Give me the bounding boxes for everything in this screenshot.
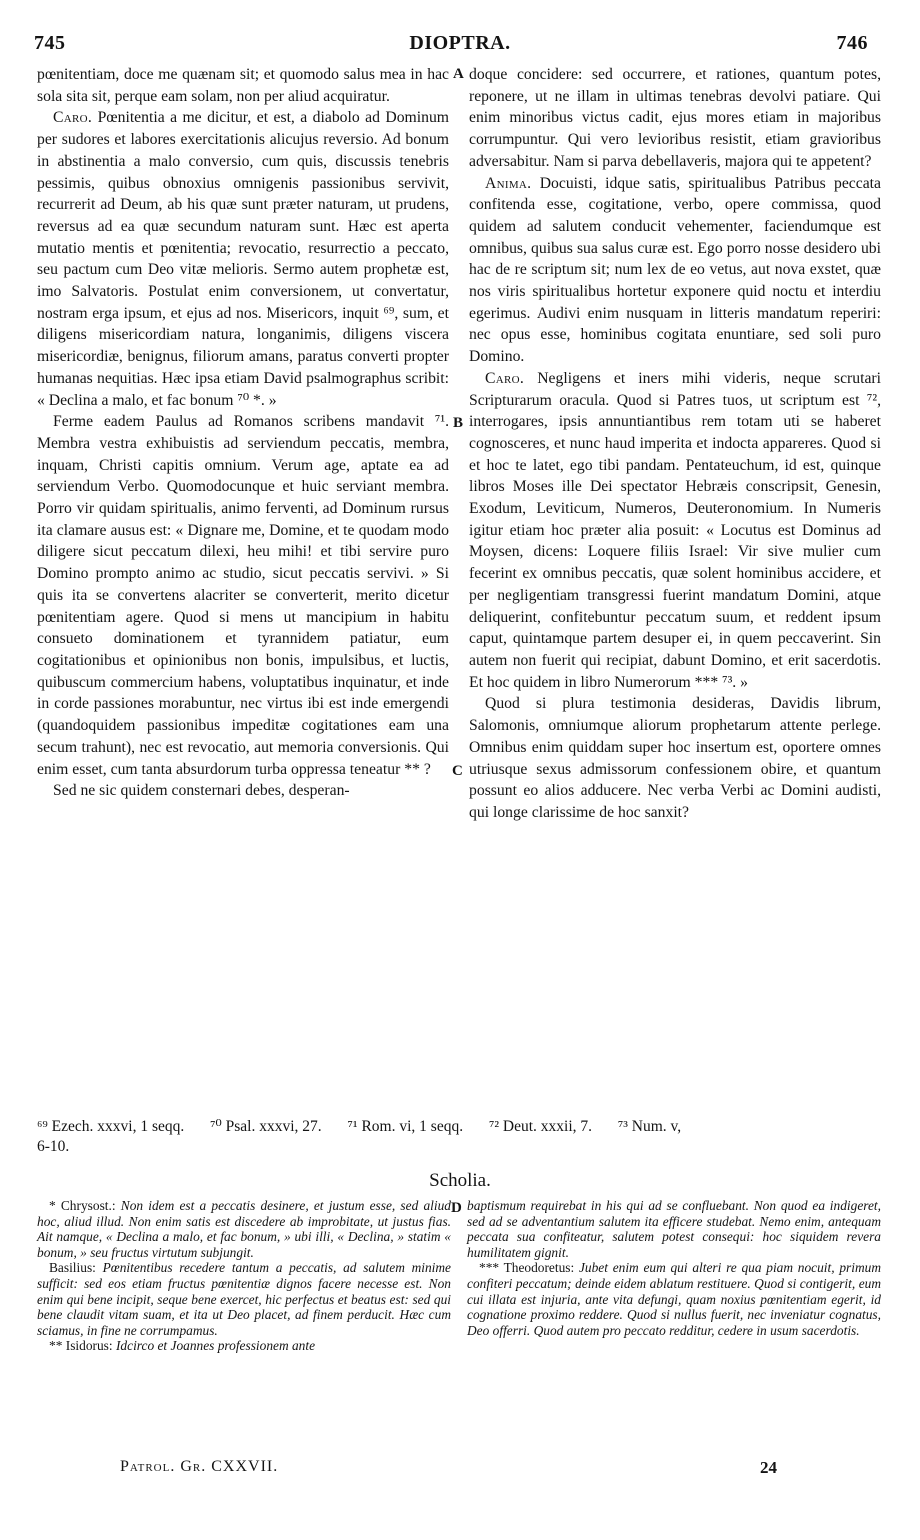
signature-number: 24 — [760, 1458, 777, 1477]
speaker-label: Anima. — [485, 174, 532, 192]
scholion — [467, 1198, 881, 1260]
reference: ⁷² Deut. xxxii, 7. — [488, 1118, 592, 1135]
scholion — [37, 1260, 451, 1338]
scholion — [37, 1338, 451, 1354]
paragraph: pœnitentiam, doce me quænam sit; et quomodo salus mea in hac sola sita sit, perque eam solam, non per aliud acquiratur. — [37, 66, 449, 105]
column-marker-c: C — [452, 763, 463, 779]
paragraph-text: Negligens et iners mihi videris, neque scrutari Scripturarum oracula. Quod si Patres tuos, ut scriptum est ⁷², interrogares, ipsis annuntiantibus rem totam uti se haberet cognosceres, et nunc haud imperita et indocta appareres. Quod si et hoc te latet, ego tibi pandam. Pentateuchum, id est, quinque libros Moses ille Dei spectator Hebræis conscripsit, Genesin, Exodum, Leviticum, Numeros, Deuteronomium. In Numeris igitur etiam hoc præter alia posuit: « Locutus est Dominus ad Moysen, dicens: Loquere filiis Israel: Vir sive mulier cum fecerint ex omnibus peccatis, quæ solent hominibus accidere, et per negligentiam transgressi fuerint mandatum Domini, atque deliquerint, confitebuntur peccatum suum, et reddent ipsum caput, quintamque partem desuper ei, in quem peccaverint. Sin autem non fuerit qui recipiat, dabunt Domino, et erit sacerdotis. Et hoc quidem in libro Numerorum *** ⁷³. » — [469, 369, 882, 691]
scholion-text: baptismum requirebat in his qui ad se confluebant. Non quod ea indigeret, sed ad se adventantium salutem ita efficere studebat. Nemo enim, antequam peccata sua confiteatur, salutem potest consequi: hoc siquidem revera humilitatem gignit. — [467, 1198, 881, 1260]
right-text-column — [469, 64, 881, 824]
scholia-heading: Scholia. — [429, 1170, 491, 1191]
right-page-number: 746 — [836, 32, 868, 54]
scholion-text: Jubet enim eum qui alteri re qua piam nocuit, primum confiteri peccatum; deinde eidem ablatum restituere. Quod si contigerit, eum cui illata est injuria, ante vita defungi, quam noxius pœnitentiam egerit, id cognatione proximo reddere. Quod si nullus fuerit, nec inveniatur cognatus, Deo offerri. Quod autem pro peccato redditur, cedere in usum sacerdotis. — [467, 1260, 881, 1338]
paragraph: doque concidere: sed occurrere, et rationes, quantum potes, reponere, ut ne illam in ultimas tenebras devolvi patiare. Qui enim minoribus victus cadit, ejus mores etiam in majoribus corrumpuntur. Qui vero levioribus resistit, etiam gravioribus adversabitur. Nam si parva debellaveris, majora qui te appetent? — [469, 66, 881, 170]
running-title: DIOPTRA. — [409, 32, 511, 54]
scholion-source: Basilius: — [49, 1260, 96, 1276]
reference: ⁷³ Num. v, — [617, 1118, 682, 1135]
scholion — [37, 1198, 451, 1260]
reference: ⁶⁹ Ezech. xxxvi, 1 seqq. — [37, 1118, 185, 1135]
scripture-references — [37, 1117, 877, 1157]
scholia-left-column — [37, 1198, 451, 1354]
paragraph — [37, 107, 449, 411]
scholia-right-column — [467, 1198, 881, 1338]
paragraph: Sed ne sic quidem consternari debes, desperan- — [53, 782, 350, 800]
reference: ⁷¹ Rom. vi, 1 seqq. — [347, 1118, 464, 1135]
reference: 6-10. — [37, 1138, 70, 1155]
paragraph-text: Docuisti, idque satis, spiritualibus Patribus peccata confitenda esse, cogitatione, verbo, opere commissa, quod quidem ad salutem conducit vehementer, faciendumque est omnibus, quibus sua salus curæ est. Ego porro nosse desidero ubi hac de re scriptum sit; num lex de eo vetus, aut nova exstet, quæ nos viris spiritualibus hortetur exponere quid noctu et interdiu egerimus. Audivi enim nusquam in litteris mandatum reperiri: nec opus esse, hominibus cogitata enuntiare, sed soli puro Domino. — [469, 174, 882, 366]
volume-signature: Patrol. Gr. CXXVII. — [120, 1458, 279, 1475]
paragraph-text: Pœnitentia a me dicitur, et est, a diabolo ad Dominum per sudores et labores exercitationis alicujus reversio. Ad bonum in abstinentia a malo conversio, cum quis, discussis tenebris pessimis, quibus obnoxius omnigenis passionibus servivit, recurrerit ad Deum, ab his quæ sunt præter naturam, ut prudens, reversus ad ea quæ secundum naturam sunt. Hæc est aperta mutatio mentis et pœnitentia; revocatio, resurrectio a peccato, seu pactum cum Deo vitæ melioris. Sermo autem prophetæ est, imo Salvatoris. Postulat enim conversionem, ut convertatur, nostram erga ipsum, et ejus ad nos. Misericors, inquit ⁶⁹, sum, et diligens misericordiam natura, longanimis, diligens viscera misericordiæ, benignus, filiorum amans, paratus converti propter humanas nequitias. Hæc ipsa etiam David psalmographus scribit: « Declina a malo, et fac bonum ⁷⁰ *. » — [37, 109, 450, 409]
speaker-label: Caro. — [53, 109, 93, 127]
reference: ⁷⁰ Psal. xxxvi, 27. — [210, 1118, 322, 1135]
scholion — [467, 1260, 881, 1338]
scholion-text: Idcirco et Joannes professionem ante — [115, 1338, 316, 1354]
paragraph: Quod si plura testimonia desideras, Davidis librum, Salomonis, omniumque aliorum prophetarum attente perlege. Omnibus enim quiddam super hoc insertum est, oportere omnes utriusque sexus admissorum confessionem obire, et quantum possunt eo alios adducere. Nec verba Verbi ac Domini audisti, qui longe clarissime de hoc sanxit? — [469, 695, 881, 821]
paragraph — [469, 173, 881, 368]
left-page-number: 745 — [34, 32, 66, 54]
column-marker-d: D — [451, 1200, 462, 1216]
paragraph: Ferme eadem Paulus ad Romanos scribens mandavit ⁷¹. Membra vestra exhibuistis ad serviendum peccatis, membra, inquam, Christi capitis omnium. Verum age, aptate ea ad serviendum Verbo. Quomodocunque et huic serviant membra. Porro vir quidam spiritualis, animo ferventi, ad Dominum rursus ita clamare ausus est: « Dignare me, Domine, et te quodam modo diligere sicut peccatum dilexi, heu mihi! et tibi servire puro Domino prompto animo ac studio, sicut peccatis servivi. » Si quis ita se convertens alacriter se converterit, merito dicetur pœnitentiam agere. Quod si mens ut mancipium in habitu consueto dominationem et tyrannidem patiatur, eum cogitationibus et opinionibus non bonis, impulsibus, et luctis, quibuscum commercium habens, voluptatibus inquinatur, et inde in corde passiones morabuntur, nec virtus ibi est inde emergendi (quandoquidem passionibus impeditæ cogitationes eam una secum trahunt), nec est revocatio, aut memoria conversionis. Qui enim esset, cum tanta absurdorum turba oppressa teneatur ** ? — [37, 413, 449, 778]
scholion-text: Non idem est a peccatis desinere, et justum esse, sed aliud hoc, aliud illud. Non enim satis est discedere ab improbitate, ut justus fias. Ait namque, « Declina a malo, et fac bonum, » ubi illi, « Declina, » statim « bonum, » seu fructus virtutum subjungit. — [37, 1198, 451, 1260]
column-marker-b: B — [453, 415, 464, 431]
scholion-source: *** Theodoretus: — [479, 1260, 575, 1276]
scholion-source: * Chrysost.: — [49, 1198, 116, 1213]
column-marker-a: A — [453, 66, 464, 82]
scholion-text: Pœnitentibus recedere tantum a peccatis, ad salutem minime sufficit: sed eos etiam fructus pœnitentiæ dignos facere necesse est. Non enim qui bene incipit, seque bene exercet, hic perfectus et beatus est: sed qui bene claudit vitam suam, et ita ut Deo placet, ad finem perducit. Hæc cum sciamus, in fine ne corrumpamus. — [37, 1260, 452, 1338]
paragraph — [469, 368, 881, 694]
speaker-label: Caro. — [485, 369, 525, 387]
scholion-source: ** Isidorus: — [49, 1338, 113, 1354]
left-text-column — [37, 64, 449, 802]
